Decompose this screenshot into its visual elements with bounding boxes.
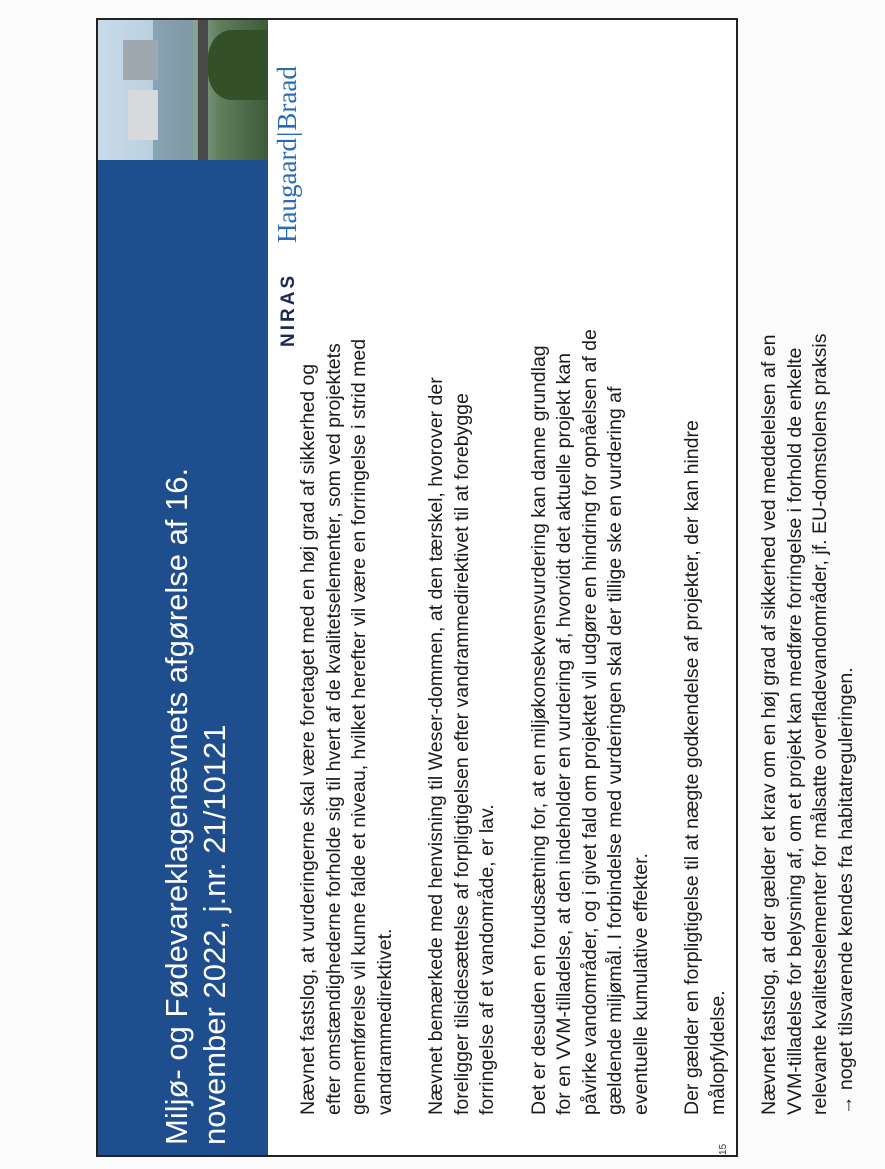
page-number: 15 [718, 1143, 729, 1155]
photo-pier [198, 20, 208, 160]
header-photo [98, 20, 268, 160]
niras-logo: NIRAS [278, 272, 299, 347]
paragraph-4: Der gælder en forpligtigelse til at nægte godkendelse af projekter, der kan hindre målopfyldelse. [681, 420, 729, 1115]
paragraph-2: Nævnet bemærkede med henvisning til Weser-dommen, at den tærskel, hvorover der foreligger tilsidesættelse af forpligtigelsen efter vandrammedirektivet til at forebygge forringelse af et vandområde, er lav. [425, 377, 498, 1115]
slide-body [296, 325, 885, 1115]
haugaard-text: Haugaard [272, 138, 302, 243]
title-bar [98, 20, 268, 1155]
photo-building [128, 90, 158, 140]
haugaard-braad-logo [272, 66, 303, 243]
braad-text: Braad [272, 66, 302, 131]
photo-trees [208, 30, 268, 100]
logo-area [270, 25, 310, 355]
slide-title: Miljø- og Fødevareklagenævnets afgørelse af 16. november 2022, j.nr. 21/10121 [159, 467, 232, 1145]
logo-divider: | [272, 131, 302, 138]
paragraph-3: Det er desuden en forudsætning for, at en miljøkonsekvensvurdering kan danne grundlag for en VVM-tilladelse, at den indeholder en vurdering af, hvorvidt det aktuelle projekt kan påvirke vandområder, og i givet fald om projektet vil udgøre en hindring for opnåelsen af de gældende miljømål. I forbindelse med vurderingen skal der tillige ske en vurdering af eventuelle kumulative effekter. [527, 329, 652, 1115]
photo-building [123, 40, 158, 80]
paragraph-5: Nævnet fastslog, at der gælder et krav om en høj grad af sikkerhed ved meddelelsen af en VVM-tilladelse for belysning af, om et projekt kan medføre forringelse i forhold de enkelte relevante kvalitetselementer for målsatte overfladevandområder, jf. EU-domstolens praksis → noget tilsvarende kendes fra habitatreguleringen. [758, 333, 857, 1115]
photo-water [153, 20, 193, 160]
paragraph-1: Nævnet fastslog, at vurderingerne skal være foretaget med en høj grad af sikkerhed og efter omstændighederne forholde sig til hvert af de kvalitetselementer, som ved projektets gennemførelse vil kunne falde et niveau, hvilket herefter vil være en forringelse i strid med vandrammedirektivet. [297, 338, 396, 1115]
rotated-slide [98, 20, 857, 1155]
